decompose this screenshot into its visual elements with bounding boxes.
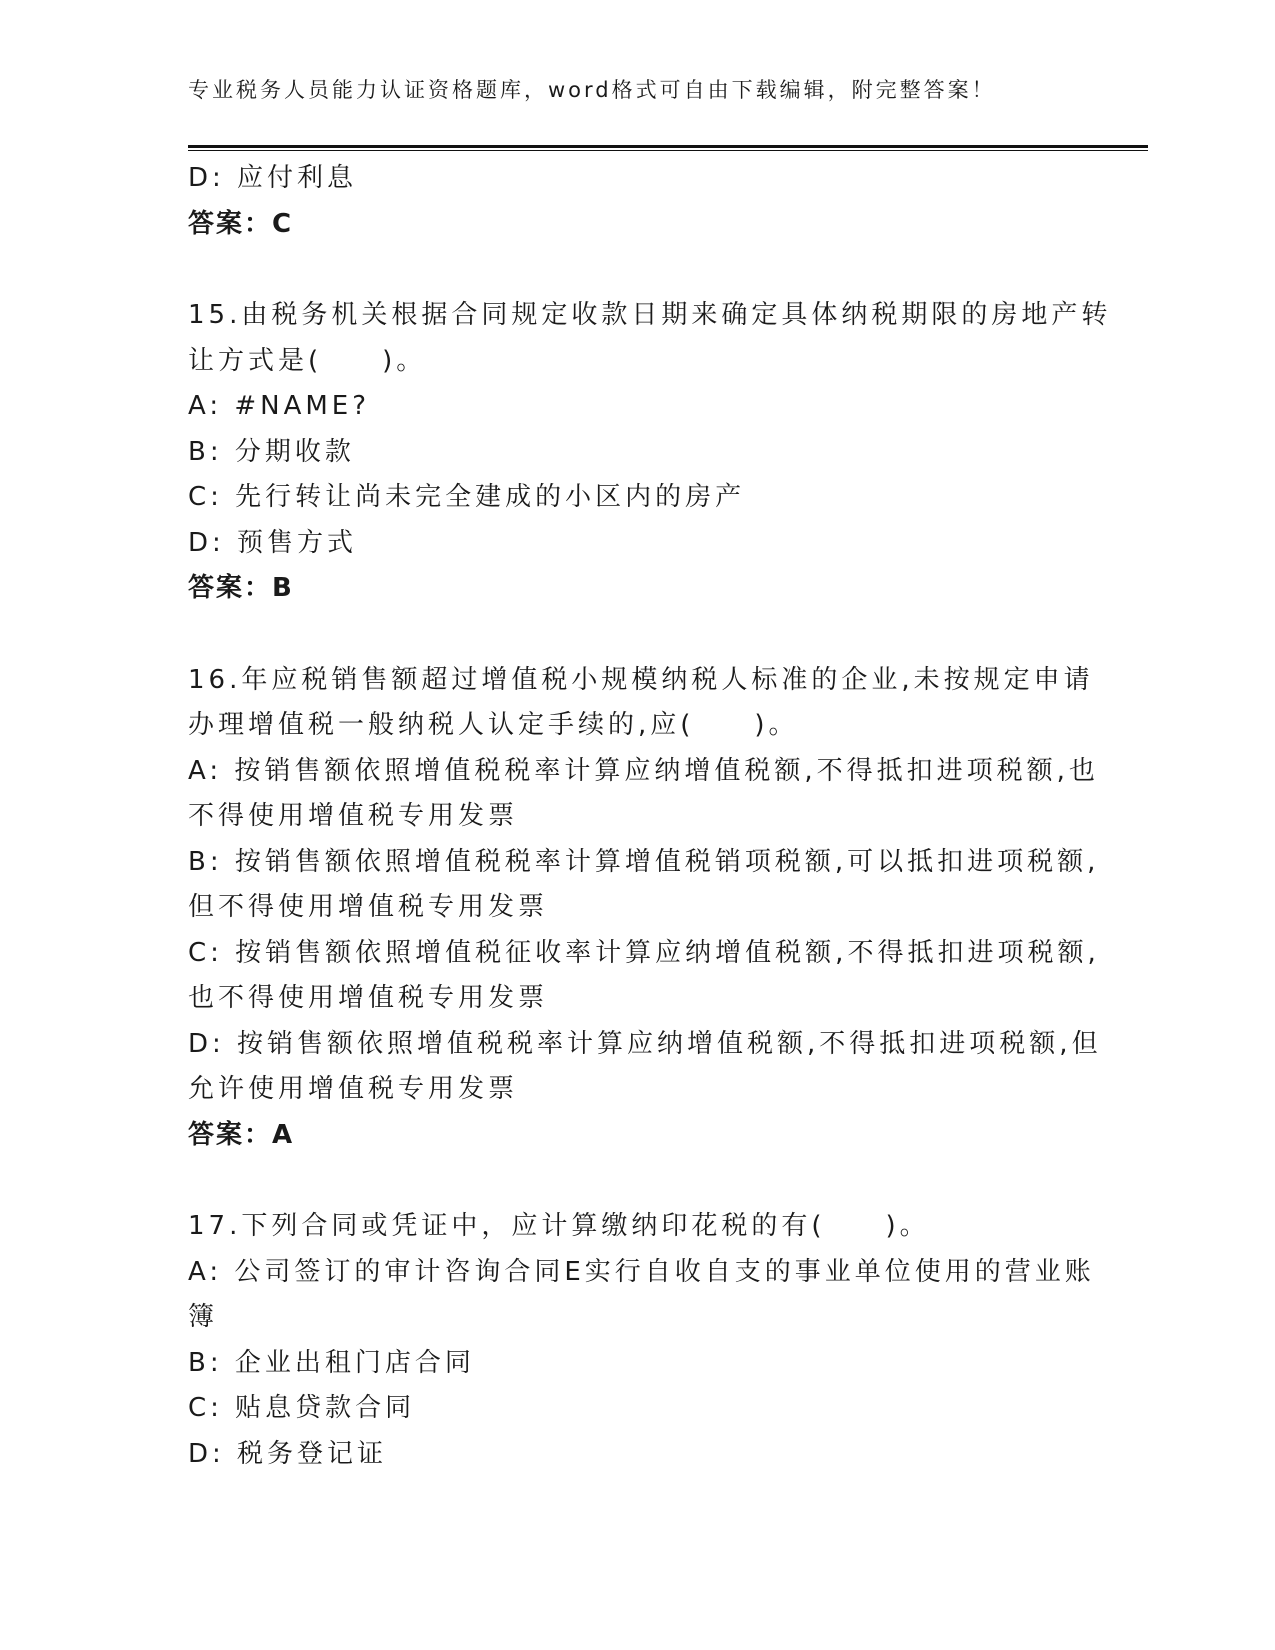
option-c: C: 先行转让尚未完全建成的小区内的房产 <box>188 482 746 512</box>
option-d: D: 税务登记证 <box>188 1438 388 1469</box>
question-16 <box>188 658 1102 1159</box>
option-a: A: 按销售额依照增值税税率计算应纳增值税额,不得抵扣进项税额,也 <box>188 755 1099 786</box>
question-stem-cont: 办理增值税一般纳税人认定手续的,应( )。 <box>188 710 799 740</box>
question-stem-cont: 让方式是( )。 <box>188 345 427 376</box>
page-header: 专业税务人员能力认证资格题库，word格式可自由下载编辑，附完整答案！ <box>188 78 996 102</box>
option-d: D: 应付利息 <box>188 163 358 193</box>
option-b-cont: 但不得使用增值税专用发票 <box>188 892 549 922</box>
option-a-cont: 簿 <box>188 1302 219 1332</box>
question-15 <box>188 293 1112 612</box>
option-c-cont: 也不得使用增值税专用发票 <box>188 983 549 1013</box>
question-stem: 16.年应税销售额超过增值税小规模纳税人标准的企业,未按规定申请 <box>188 664 1094 695</box>
option-d: D: 预售方式 <box>188 527 358 558</box>
option-d-cont: 允许使用增值税专用发票 <box>188 1074 519 1104</box>
question-stem: 17.下列合同或凭证中，应计算缴纳印花税的有( )。 <box>188 1211 930 1241</box>
option-d: D: 按销售额依照增值税税率计算应纳增值税额,不得抵扣进项税额,但 <box>188 1028 1102 1059</box>
option-b: B: 企业出租门店合同 <box>188 1347 475 1378</box>
option-c: C: 贴息贷款合同 <box>188 1393 416 1423</box>
question-stem: 15.由税务机关根据合同规定收款日期来确定具体纳税期限的房地产转 <box>188 300 1112 330</box>
option-c: C: 按销售额依照增值税征收率计算应纳增值税额,不得抵扣进项税额, <box>188 937 1100 968</box>
option-a: A: 公司签订的审计咨询合同E实行自收自支的事业单位使用的营业账 <box>188 1256 1095 1287</box>
answer: 答案：B <box>188 573 294 603</box>
answer: 答案：C <box>188 208 294 239</box>
option-a: A: #NAME? <box>188 391 371 421</box>
question-content <box>188 156 1112 1477</box>
header-rule <box>188 145 1148 148</box>
option-b: B: 分期收款 <box>188 436 355 467</box>
header-rule-thin <box>188 150 1148 151</box>
answer: 答案：A <box>188 1119 295 1150</box>
option-a-cont: 不得使用增值税专用发票 <box>188 801 519 831</box>
option-b: B: 按销售额依照增值税税率计算增值税销项税额,可以抵扣进项税额, <box>188 846 1100 877</box>
question-17 <box>188 1204 1095 1477</box>
